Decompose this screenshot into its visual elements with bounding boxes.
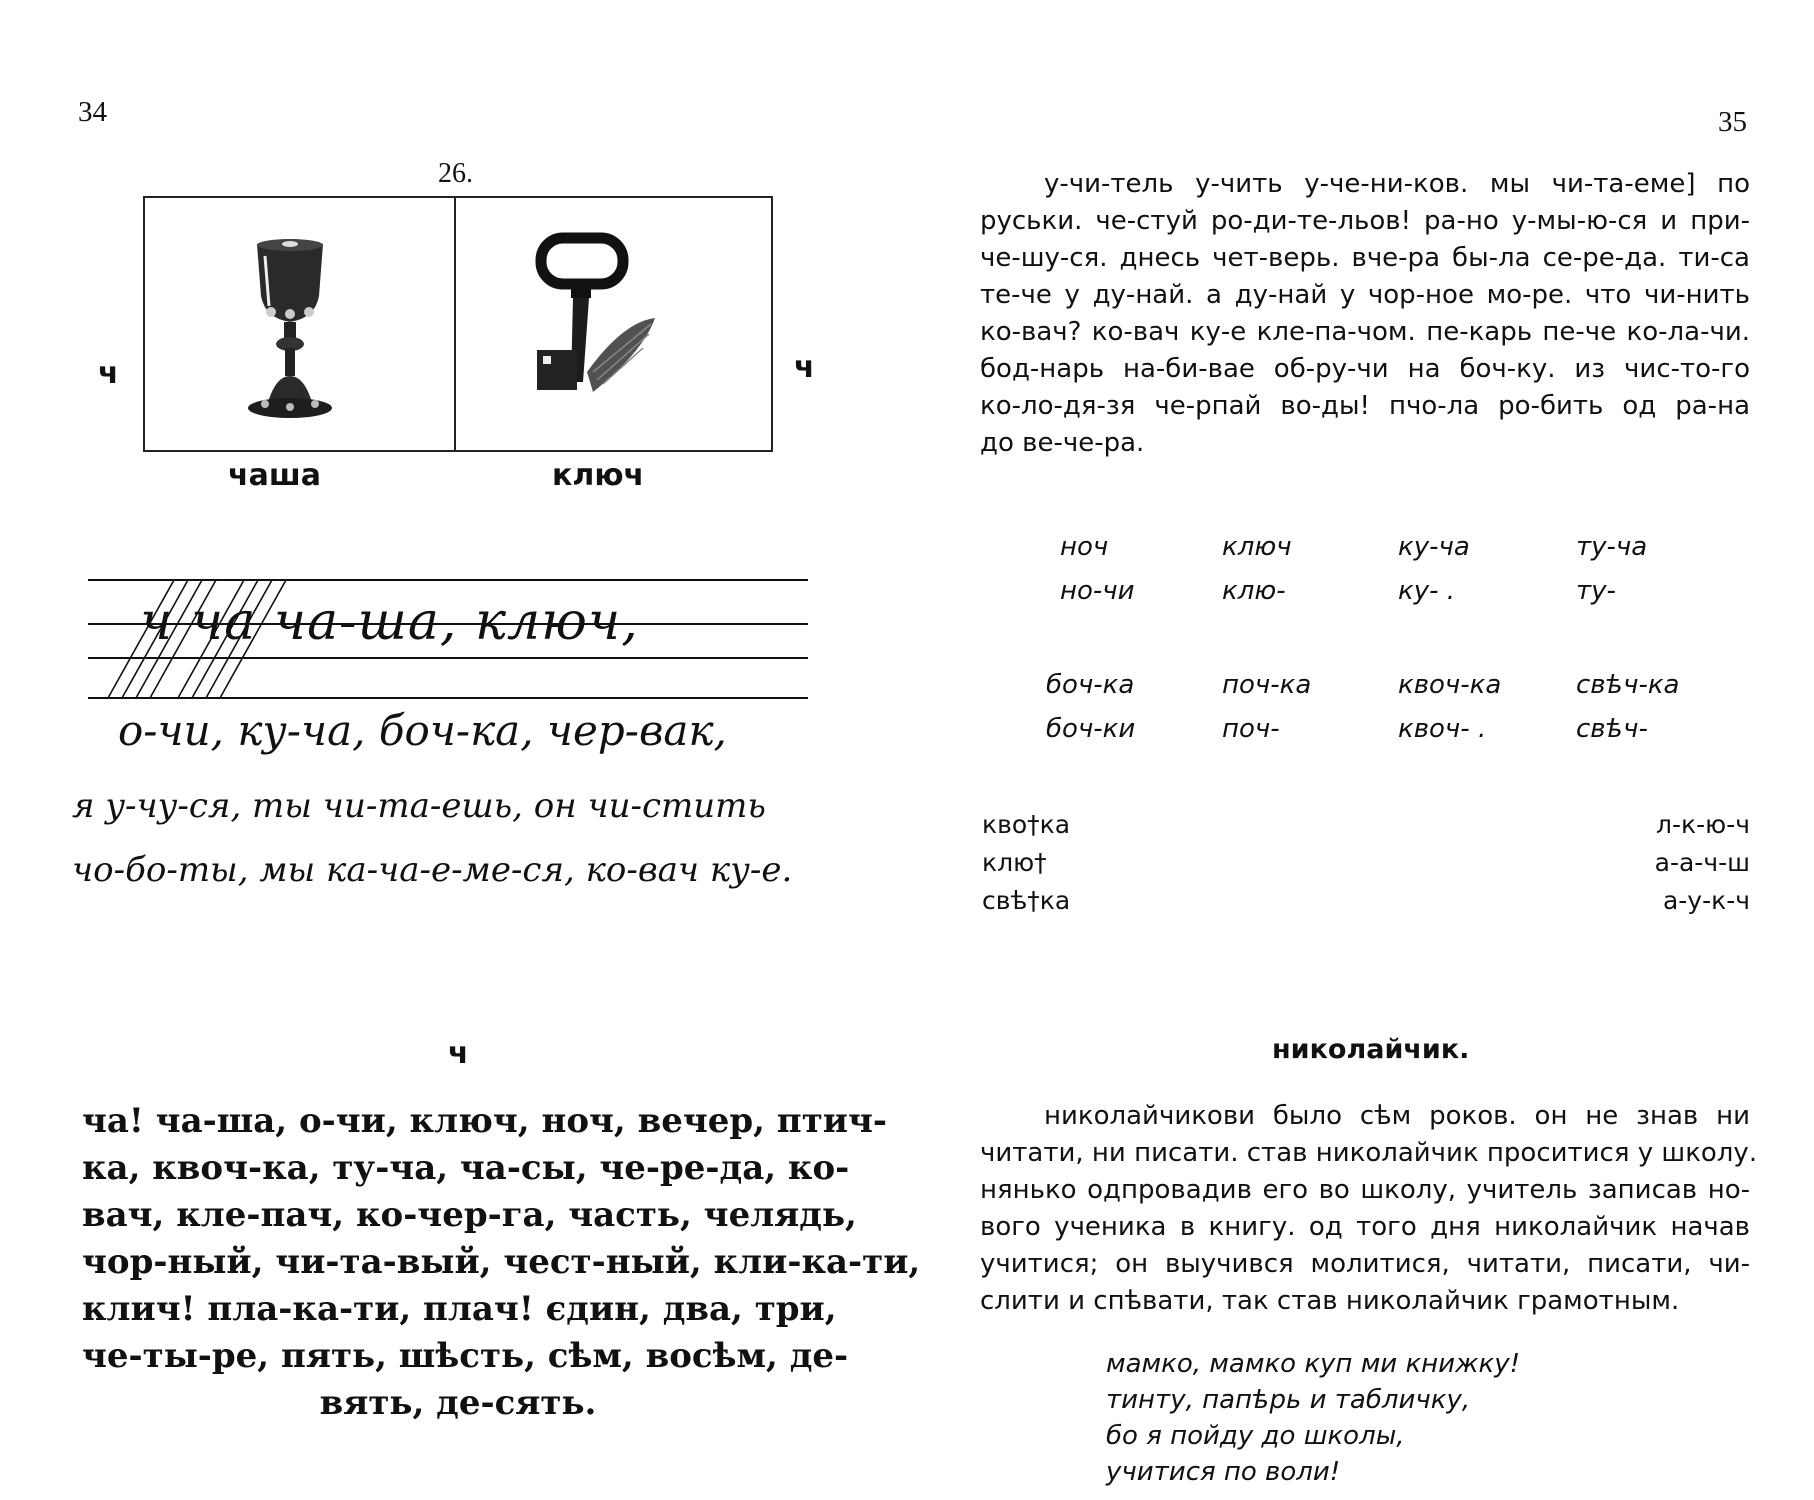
reading-line: ко-ло-дя-зя че-рпай во-ды! пчо-ла ро-бить од ра-на xyxy=(980,391,1750,421)
grid1-cell: ку- . xyxy=(1398,576,1456,606)
word-line: вач, кле-пач, ко-чер-га, часть, челядь, xyxy=(82,1195,857,1235)
story-line: нянько одпровадив его во школу, учитель записав но- xyxy=(980,1175,1750,1205)
reading-line: у-чи-тель у-чить у-че-ни-ков. мы чи-та-еме] по xyxy=(1044,169,1750,199)
grid2-cell: боч-ки xyxy=(1046,714,1136,744)
key-icon xyxy=(533,232,673,412)
reading-line: ко-вач? ко-вач ку-е кле-па-чом. пе-карь пе-че ко-ла-чи. xyxy=(980,317,1750,347)
word-line: ча! ча-ша, о-чи, ключ, ноч, вечер, птич- xyxy=(82,1101,887,1141)
caption-chasha: чаша xyxy=(228,458,321,493)
fill-exercise: свѣ†ка xyxy=(982,886,1071,915)
grid1-cell: но-чи xyxy=(1060,576,1135,606)
grid2-cell: квоч-ка xyxy=(1398,670,1502,700)
handwriting-line-4: чо-бо-ты, мы ка-ча-е-ме-ся, ко-вач ку-е. xyxy=(72,850,793,890)
poem-line: тинту, папѣрь и табличку, xyxy=(1106,1385,1471,1415)
grid1-cell: ту- xyxy=(1576,576,1616,606)
poem-line: учитися по воли! xyxy=(1106,1457,1341,1487)
story-line: учитися; он выучився молитися, читати, писати, чи- xyxy=(980,1249,1750,1279)
reading-line: че-шу-ся. днесь чет-верь. вче-ра бы-ла се-ре-да. ти-са xyxy=(980,243,1750,273)
fill-exercise: кво†ка xyxy=(982,810,1071,839)
poem-line: бо я пойду до школы, xyxy=(1106,1421,1405,1451)
word-paragraph xyxy=(82,1098,921,1427)
fill-exercise: клю† xyxy=(982,848,1047,877)
grid2-cell: поч-ка xyxy=(1222,670,1312,700)
chalice-icon xyxy=(235,236,345,426)
word-line: че-ты-ре, пять, шѣсть, сѣм, восѣм, де- xyxy=(82,1336,849,1376)
grid1-cell: клю- xyxy=(1222,576,1286,606)
side-letter-right: ч xyxy=(794,350,815,385)
grid1-cell: ту-ча xyxy=(1576,532,1648,562)
poem-line: мамко, мамко куп ми книжку! xyxy=(1106,1349,1521,1379)
picture-frame xyxy=(143,196,773,452)
reading-line: бод-нарь на-би-вае об-ру-чи на боч-ку. из чис-то-го xyxy=(980,354,1750,384)
story-line: николайчикови было сѣм роков. он не знав ни xyxy=(1044,1101,1750,1131)
grid2-cell: свѣч-ка xyxy=(1576,670,1680,700)
story-title: николайчик. xyxy=(1272,1034,1470,1065)
story-line: вого ученика в книгу. од того дня николайчик начав xyxy=(980,1212,1750,1242)
grid2-cell: квоч- . xyxy=(1398,714,1487,744)
section-heading: ч xyxy=(448,1036,469,1071)
page-number-left: 34 xyxy=(78,96,107,128)
page-number-right: 35 xyxy=(1718,106,1747,138)
poem xyxy=(1106,1346,1520,1490)
word-line: клич! пла-ка-ти, плач! єдин, два, три, xyxy=(82,1289,837,1329)
figure-number: 26. xyxy=(438,158,473,189)
grid1-cell: ключ xyxy=(1222,532,1292,562)
word-line-last: вять, де-сять. xyxy=(319,1383,597,1423)
scramble-exercise: а-а-ч-ш xyxy=(1654,848,1750,877)
handwriting-line-1: ч ча ча-ша, ключ, xyxy=(140,592,639,652)
grid1-cell: ку-ча xyxy=(1398,532,1470,562)
story-paragraph xyxy=(980,1098,1758,1320)
side-letter-left: ч xyxy=(98,356,119,391)
right-page xyxy=(900,0,1814,1500)
handwriting-line-3: я у-чу-ся, ты чи-та-ешь, он чи-стить xyxy=(72,786,766,826)
grid1-cell: ноч xyxy=(1060,532,1109,562)
word-line: чор-ный, чи-та-вый, чест-ный, кли-ка-ти, xyxy=(82,1242,921,1282)
handwriting-line-2: о-чи, ку-ча, боч-ка, чер-вак, xyxy=(118,706,727,755)
reading-line-last: до ве-че-ра. xyxy=(980,428,1145,458)
story-line-last: слити и спѣвати, так став николайчик грамотным. xyxy=(980,1286,1680,1316)
grid2-cell: поч- xyxy=(1222,714,1280,744)
reading-line: руськи. че-стуй ро-ди-те-льов! ра-но у-мы-ю-ся и при- xyxy=(980,206,1750,236)
story-line: читати, ни писати. став николайчик проситися у школу. xyxy=(980,1138,1758,1168)
caption-klyuch: ключ xyxy=(552,458,645,493)
word-line: ка, квоч-ка, ту-ча, ча-сы, че-ре-да, ко- xyxy=(82,1148,850,1188)
reading-line: те-че у ду-най. а ду-най у чор-ное мо-ре. что чи-нить xyxy=(980,280,1750,310)
reading-paragraph xyxy=(980,166,1750,462)
picture-divider xyxy=(454,198,456,450)
scramble-exercise: л-к-ю-ч xyxy=(1656,810,1750,839)
grid2-cell: свѣч- xyxy=(1576,714,1648,744)
scramble-exercise: а-у-к-ч xyxy=(1662,886,1750,915)
grid2-cell: боч-ка xyxy=(1046,670,1135,700)
